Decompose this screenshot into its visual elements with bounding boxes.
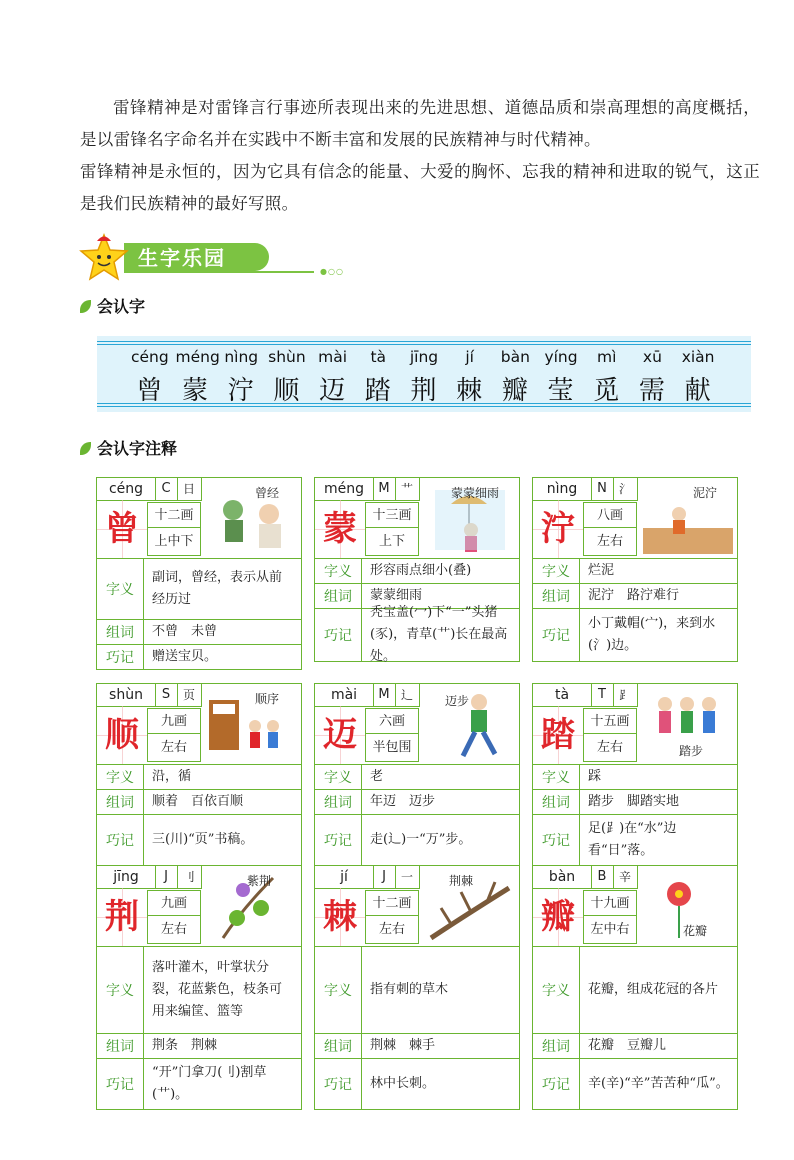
card-row-value: 辛(⾟)“辛”苦苦种“瓜”。 [588, 1076, 729, 1091]
card-row-label: 组词 [97, 1034, 144, 1058]
character-band [97, 336, 751, 412]
card-row-meaning [533, 947, 737, 1034]
card-row-words [533, 584, 737, 609]
section-title: 生字乐园 [138, 246, 226, 270]
card-structure: 左右 [583, 528, 637, 556]
card-radical: 日 [177, 478, 202, 501]
band-char-12: 献 [684, 376, 712, 406]
card-row-label: 巧记 [315, 815, 362, 865]
card-pinyin: céng [97, 478, 156, 501]
card-row-meaning [533, 765, 737, 790]
card-illustration-label: 花瓣 [683, 924, 708, 938]
card-row-label: 字义 [533, 765, 580, 789]
card-pinyin: nìng [533, 478, 592, 501]
card-illustration-label: 踏步 [679, 744, 704, 758]
card-row-value: 蒙蒙细雨 [370, 588, 423, 603]
card-row-label: 字义 [97, 947, 144, 1033]
card-letter: C [155, 478, 178, 501]
band-pinyin-2: nìng [224, 348, 259, 366]
card-illustration [203, 480, 299, 556]
card-letter: B [591, 866, 614, 889]
card-row-value: 落叶灌木，叶掌状分裂，花蓝紫色，枝条可用来编筐、篮等 [152, 960, 283, 1019]
annotation-card-荆 [96, 865, 302, 1110]
annotation-card-蒙 [314, 477, 520, 662]
card-character: 蒙 [323, 509, 357, 549]
subheading-annotations: 会认字注释 [80, 436, 177, 459]
card-row-words [97, 620, 301, 645]
band-char-9: 莹 [547, 376, 575, 406]
card-header [97, 684, 301, 765]
band-pinyin-8: bàn [500, 348, 530, 366]
card-illustration-label: 紫荆 [247, 874, 272, 888]
card-row-value: 小丁戴帽(宀)，来到水(氵)边。 [588, 616, 716, 653]
card-row-meaning [315, 559, 519, 584]
card-stroke-count: 九画 [147, 890, 201, 916]
band-pinyin-1: méng [175, 348, 220, 366]
card-stroke-count: 九画 [147, 708, 201, 734]
card-row-label: 组词 [533, 790, 580, 814]
card-row-label: 巧记 [533, 1059, 580, 1109]
card-illustration [203, 686, 299, 762]
card-row-words [533, 790, 737, 815]
card-radical: 氵 [613, 478, 638, 501]
card-row-mnemonic [315, 1059, 519, 1109]
card-radical: 辛 [613, 866, 638, 889]
card-row-label: 字义 [97, 765, 144, 789]
card-illustration [639, 480, 735, 556]
card-row-words [97, 790, 301, 815]
card-row-value: 秃宝盖(冖)下“一”头猪(豕)，青草(艹)长在最高处。 [370, 605, 508, 664]
card-letter: J [373, 866, 396, 889]
intro-paragraph-2: 雷锋精神是永恒的，因为它具有信念的能量、大爱的胸怀、忘我的精神和进取的锐气，这正是我们民族精神的最好写照。 [80, 162, 760, 213]
card-row-value: 林中长刺。 [370, 1076, 436, 1091]
card-row-label: 组词 [315, 790, 362, 814]
card-row-mnemonic [97, 645, 301, 669]
card-illustration [639, 686, 735, 762]
illustration-image [203, 480, 299, 556]
card-row-mnemonic [97, 815, 301, 865]
band-char-11: 需 [638, 376, 666, 406]
card-illustration [203, 868, 299, 944]
band-char-4: 迈 [319, 376, 347, 406]
card-pinyin: bàn [533, 866, 592, 889]
card-radical: 一 [395, 866, 420, 889]
card-row-mnemonic [315, 815, 519, 865]
card-row-value: 荆条 荆棘 [152, 1038, 218, 1053]
band-char-5: 踏 [364, 376, 392, 406]
card-pinyin: mài [315, 684, 374, 707]
illustration-image [203, 686, 299, 762]
band-char-row [97, 370, 751, 407]
card-stroke-count: 十二画 [147, 502, 201, 528]
card-stroke-count: 十二画 [365, 890, 419, 916]
card-stroke-count: 十三画 [365, 502, 419, 528]
card-row-value: 老 [370, 769, 384, 784]
card-radical: ⻊ [613, 684, 638, 707]
card-illustration-label: 迈步 [445, 694, 470, 708]
card-row-value: 指有刺的草木 [370, 982, 449, 997]
card-row-value: 花瓣，组成花冠的各片 [588, 982, 719, 997]
card-row-value: 沿，循 [152, 769, 192, 784]
annotation-card-迈 [314, 683, 520, 866]
card-row-label: 组词 [315, 1034, 362, 1058]
card-header [315, 866, 519, 947]
card-letter: M [373, 684, 396, 707]
card-row-words [315, 1034, 519, 1059]
band-char-0: 曾 [136, 376, 164, 406]
card-row-value: 泥泞 路泞难行 [588, 588, 680, 603]
card-structure: 左中右 [583, 916, 637, 944]
card-radical: 页 [177, 684, 202, 707]
card-character: 顺 [105, 715, 139, 755]
intro-paragraph-1: 雷锋精神是对雷锋言行事迹所表现出来的先进思想、道德品质和崇高理想的高度概括，是以雷锋名字命名并在实践中不断丰富和发展的民族精神与时代精神。 [80, 98, 760, 149]
card-row-value: 顺着 百依百顺 [152, 794, 244, 809]
card-illustration-label: 顺序 [255, 692, 280, 706]
card-illustration-label: 荆棘 [449, 874, 474, 888]
card-letter: N [591, 478, 614, 501]
card-row-mnemonic [533, 609, 737, 661]
card-row-label: 巧记 [533, 609, 580, 661]
card-character: 踏 [541, 715, 575, 755]
card-letter: M [373, 478, 396, 501]
card-row-mnemonic [533, 815, 737, 865]
annotation-card-曾 [96, 477, 302, 670]
section-banner [78, 232, 344, 282]
card-row-label: 字义 [315, 947, 362, 1033]
card-character: 曾 [105, 509, 139, 549]
card-structure: 上中下 [147, 528, 201, 556]
card-character: 瓣 [541, 897, 575, 937]
card-pinyin: méng [315, 478, 374, 501]
card-row-value: 赠送宝贝。 [152, 649, 218, 664]
card-header [315, 684, 519, 765]
band-char-1: 蒙 [182, 376, 210, 406]
band-char-3: 顺 [273, 376, 301, 406]
card-row-value: 踩 [588, 769, 602, 784]
card-row-value: 不曾 未曾 [152, 624, 218, 639]
band-pinyin-row [97, 348, 751, 366]
band-pinyin-9: yíng [544, 348, 578, 366]
card-row-label: 组词 [97, 620, 144, 644]
card-row-meaning [97, 765, 301, 790]
band-pinyin-10: mì [597, 348, 617, 366]
band-pinyin-6: jīng [409, 348, 439, 366]
card-illustration [639, 868, 735, 944]
card-row-mnemonic [533, 1059, 737, 1109]
card-row-value: 走(辶)一“万”步。 [370, 832, 472, 847]
card-structure: 上下 [365, 528, 419, 556]
card-letter: T [591, 684, 614, 707]
card-radical: 辶 [395, 684, 420, 707]
band-pinyin-11: xū [642, 348, 662, 366]
card-row-value: 花瓣 豆瓣儿 [588, 1038, 667, 1053]
card-stroke-count: 十五画 [583, 708, 637, 734]
card-stroke-count: 八画 [583, 502, 637, 528]
annotation-card-瓣 [532, 865, 738, 1110]
card-character: 荆 [105, 897, 139, 937]
card-structure: 左右 [583, 734, 637, 762]
card-character: 棘 [323, 897, 357, 937]
card-header [315, 478, 519, 559]
card-row-value: 副词，曾经，表示从前经历过 [152, 570, 283, 607]
band-pinyin-5: tà [370, 348, 387, 366]
band-pinyin-0: céng [130, 348, 169, 366]
card-illustration-label: 泥泞 [693, 486, 718, 500]
card-character: 迈 [323, 715, 357, 755]
card-row-mnemonic [97, 1059, 301, 1109]
card-row-label: 组词 [315, 584, 362, 608]
card-row-meaning [315, 947, 519, 1034]
card-letter: J [155, 866, 178, 889]
card-row-meaning [97, 559, 301, 620]
card-pinyin: tà [533, 684, 592, 707]
card-row-value: 形容雨点细小(叠) [370, 563, 472, 578]
card-row-value: 足(⻊)在“水”边看“日”落。 [588, 821, 677, 858]
card-pinyin: jīng [97, 866, 156, 889]
card-letter: S [155, 684, 178, 707]
banner-pill: ●○○ [124, 243, 310, 273]
card-row-label: 组词 [533, 584, 580, 608]
intro-text [80, 92, 760, 220]
band-char-10: 觅 [593, 376, 621, 406]
illustration-image [639, 480, 735, 556]
card-row-label: 巧记 [315, 609, 362, 661]
leaf-icon [80, 442, 91, 455]
annotation-card-棘 [314, 865, 520, 1110]
card-row-label: 组词 [533, 1034, 580, 1058]
card-row-meaning [315, 765, 519, 790]
card-row-label: 巧记 [533, 815, 580, 865]
card-row-label: 字义 [315, 559, 362, 583]
band-char-6: 荆 [410, 376, 438, 406]
card-character: 泞 [541, 509, 575, 549]
card-illustration [421, 868, 517, 944]
subheading-recognize: 会认字 [80, 294, 145, 317]
band-char-7: 棘 [456, 376, 484, 406]
card-structure: 左右 [147, 734, 201, 762]
card-structure: 左右 [365, 916, 419, 944]
card-radical: 刂 [177, 866, 202, 889]
card-row-label: 字义 [533, 559, 580, 583]
band-pinyin-12: xiàn [681, 348, 715, 366]
card-row-label: 字义 [315, 765, 362, 789]
band-pinyin-7: jí [465, 348, 474, 366]
card-row-value: “开”门拿刀(刂)割草(艹)。 [152, 1065, 267, 1102]
band-pinyin-4: mài [318, 348, 348, 366]
band-char-8: 瓣 [501, 376, 529, 406]
band-pinyin-3: shùn [268, 348, 306, 366]
card-row-value: 年迈 迈步 [370, 794, 436, 809]
annotation-card-泞 [532, 477, 738, 662]
card-row-label: 巧记 [97, 1059, 144, 1109]
card-stroke-count: 六画 [365, 708, 419, 734]
card-illustration [421, 686, 517, 762]
card-header [97, 866, 301, 947]
card-row-label: 组词 [97, 790, 144, 814]
card-row-value: 烂泥 [588, 563, 615, 578]
card-row-words [97, 1034, 301, 1059]
card-header [533, 478, 737, 559]
card-header [533, 684, 737, 765]
card-row-value: 踏步 脚踏实地 [588, 794, 680, 809]
card-row-words [315, 790, 519, 815]
card-row-value: 荆棘 棘手 [370, 1038, 436, 1053]
star-icon [78, 232, 130, 282]
card-row-label: 巧记 [315, 1059, 362, 1109]
card-pinyin: jí [315, 866, 374, 889]
card-row-label: 字义 [533, 947, 580, 1033]
card-structure: 左右 [147, 916, 201, 944]
card-row-label: 字义 [97, 559, 144, 619]
card-stroke-count: 十九画 [583, 890, 637, 916]
card-pinyin: shùn [97, 684, 156, 707]
card-row-label: 巧记 [97, 815, 144, 865]
band-char-2: 泞 [227, 376, 255, 406]
card-row-words [533, 1034, 737, 1059]
card-header [97, 478, 301, 559]
card-row-meaning [97, 947, 301, 1034]
card-radical: 艹 [395, 478, 420, 501]
card-structure: 半包围 [365, 734, 419, 762]
card-row-label: 巧记 [97, 645, 144, 669]
card-illustration [421, 480, 517, 556]
annotation-card-顺 [96, 683, 302, 866]
card-row-value: 三(川)“页”书稿。 [152, 832, 254, 847]
leaf-icon [80, 300, 91, 313]
card-illustration-label: 曾经 [255, 486, 280, 500]
card-illustration-label: 蒙蒙细雨 [451, 486, 500, 500]
card-header [533, 866, 737, 947]
card-row-mnemonic [315, 605, 519, 664]
annotation-card-踏 [532, 683, 738, 866]
card-row-meaning [533, 559, 737, 584]
